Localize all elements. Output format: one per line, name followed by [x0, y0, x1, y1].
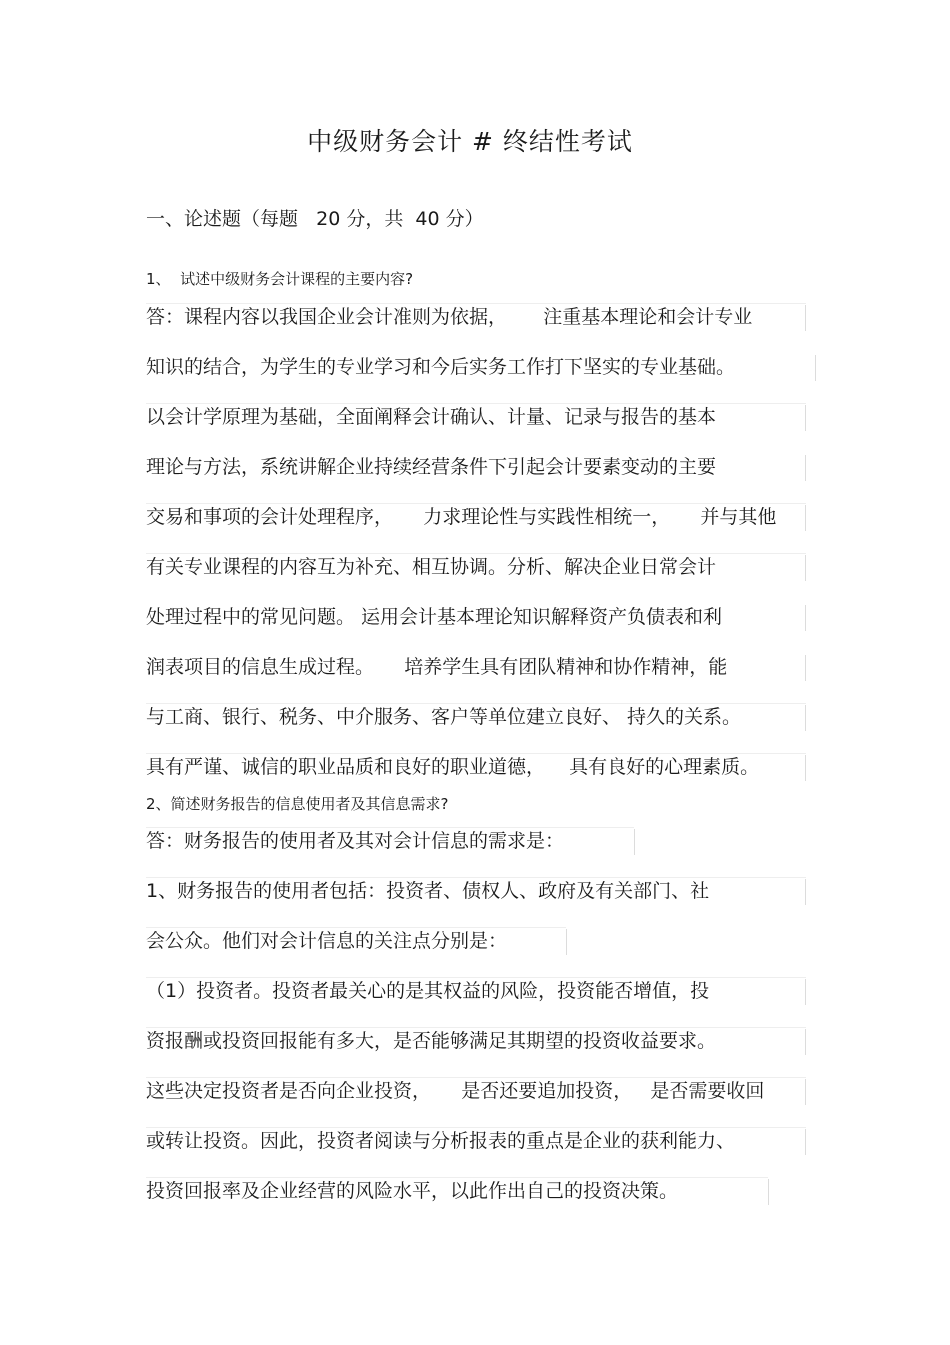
answer2-line: 资报酬或投资回报能有多大，是否能够满足其期望的投资收益要求。: [146, 1030, 717, 1052]
answer1-line: 处理过程中的常见问题。 运用会计基本理论知识解释资产负债表和利: [146, 606, 723, 628]
line-bar: [805, 879, 806, 905]
line-bar: [805, 405, 806, 431]
document-title: 中级财务会计 # 终结性考试: [307, 127, 633, 156]
line-bar: [815, 355, 816, 381]
answer1-line: 具有严谨、诚信的职业品质和良好的职业道德， 具有良好的心理素质。: [146, 756, 760, 778]
line-bar: [805, 505, 806, 531]
answer1-line: 答：课程内容以我国企业会计准则为依据， 注重基本理论和会计专业: [146, 306, 753, 328]
answer2-line: 会公众。他们对会计信息的关注点分别是：: [146, 930, 508, 952]
answer2-line: 投资回报率及企业经营的风险水平，以此作出自己的投资决策。: [146, 1180, 679, 1202]
answer2-line: 或转让投资。因此，投资者阅读与分析报表的重点是企业的获利能力、: [146, 1130, 736, 1152]
answer1-line: 以会计学原理为基础，全面阐释会计确认、计量、记录与报告的基本: [146, 406, 717, 428]
answer2-line: 这些决定投资者是否向企业投资， 是否还要追加投资， 是否需要收回: [146, 1080, 765, 1102]
line-bar: [805, 455, 806, 481]
line-bar: [805, 305, 806, 331]
line-bar: [566, 929, 567, 955]
line-bar: [768, 1179, 769, 1205]
question-1: 1、 试述中级财务会计课程的主要内容?: [146, 270, 414, 288]
line-bar: [805, 1079, 806, 1105]
answer1-line: 理论与方法，系统讲解企业持续经营条件下引起会计要素变动的主要: [146, 456, 717, 478]
answer2-line: （1）投资者。投资者最关心的是其权益的风险，投资能否增值，投: [146, 980, 710, 1002]
answer1-line: 有关专业课程的内容互为补充、相互协调。分析、解决企业日常会计: [146, 556, 717, 578]
line-bar: [805, 1029, 806, 1055]
line-bar: [805, 655, 806, 681]
line-bar: [805, 1129, 806, 1155]
answer1-line: 知识的结合，为学生的专业学习和今后实务工作打下坚实的专业基础。: [146, 356, 736, 378]
line-bar: [805, 979, 806, 1005]
line-bar: [634, 829, 635, 855]
answer1-line: 与工商、银行、税务、中介服务、客户等单位建立良好、 持久的关系。: [146, 706, 742, 728]
answer1-line: 润表项目的信息生成过程。 培养学生具有团队精神和协作精神，能: [146, 656, 728, 678]
line-bar: [805, 755, 806, 781]
answer1-line: 交易和事项的会计处理程序， 力求理论性与实践性相统一， 并与其他: [146, 506, 777, 528]
answer2-line: 1、财务报告的使用者包括：投资者、债权人、政府及有关部门、社: [146, 880, 710, 902]
line-bar: [805, 555, 806, 581]
line-bar: [805, 605, 806, 631]
line-bar: [805, 705, 806, 731]
section-heading: 一、论述题（每题 20 分，共 40 分）: [146, 208, 484, 230]
answer2-line: 答：财务报告的使用者及其对会计信息的需求是：: [146, 830, 565, 852]
question-2: 2、简述财务报告的信息使用者及其信息需求?: [146, 795, 449, 813]
